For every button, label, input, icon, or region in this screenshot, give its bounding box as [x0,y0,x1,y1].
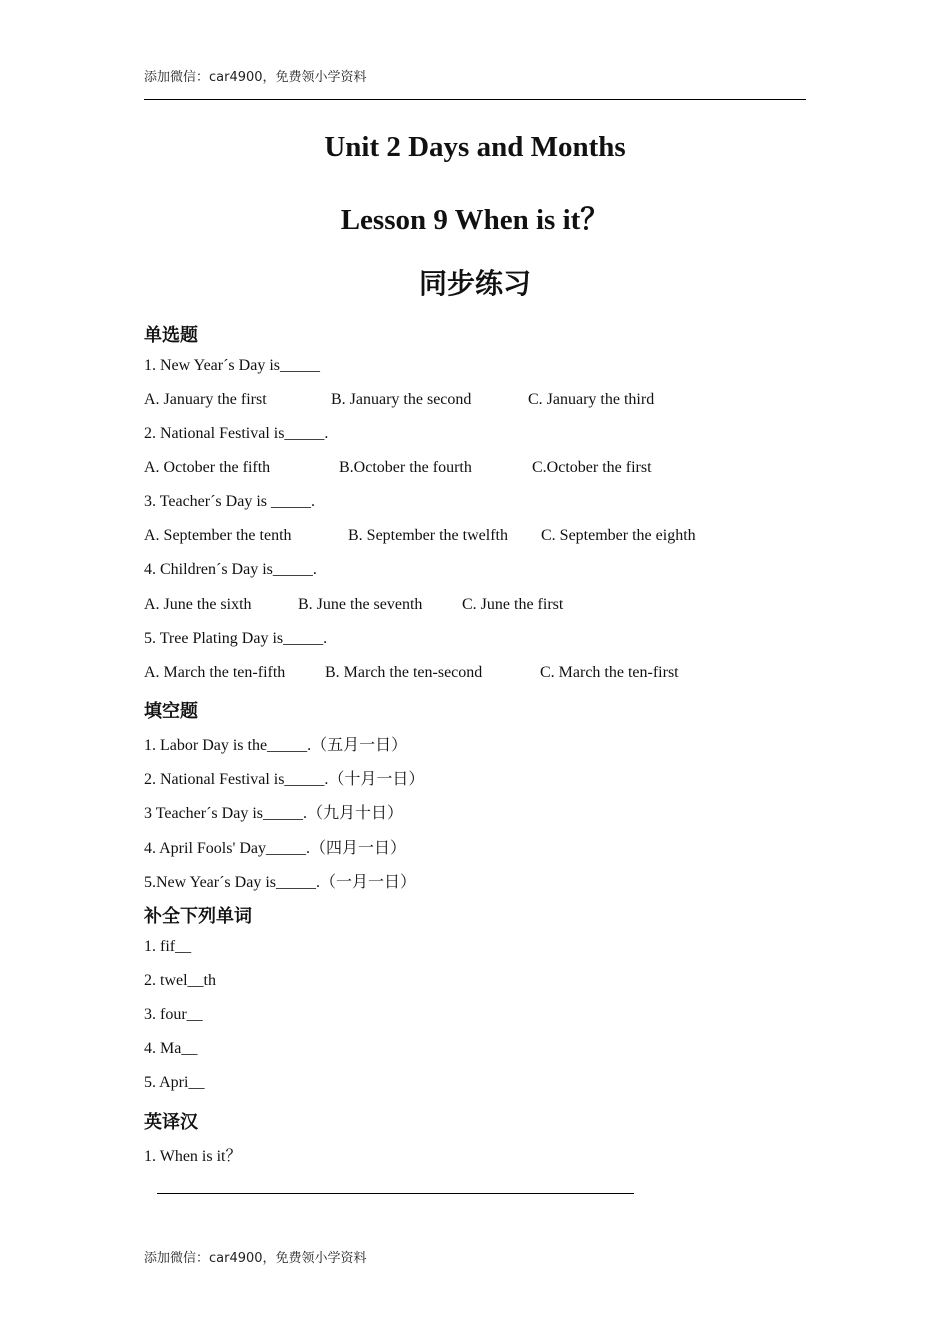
mc-question-4: 4. Children´s Day is_____. [144,561,317,578]
fill-heading: 填空题 [144,701,198,722]
mc-option-2c: C.October the first [532,459,652,476]
footer-watermark: 添加微信：car4900，免费领小学资料 [144,1251,367,1266]
mc-question-2: 2. National Festival is_____. [144,425,329,442]
complete-item-4: 4. Ma__ [144,1040,198,1057]
complete-item-2: 2. twel__th [144,972,216,989]
lesson-title: Lesson 9 When is it？ [340,204,610,236]
translate-item-1: 1. When is it？ [144,1148,242,1165]
complete-item-5: 5. Apri__ [144,1074,205,1091]
mc-option-2a: A. October the fifth [144,459,271,476]
mc-option-5c: C. March the ten-first [540,664,679,681]
mc-option-3a: A. September the tenth [144,527,292,544]
mc-option-5b: B. March the ten-second [325,664,483,681]
mc-option-4c: C. June the first [462,596,564,613]
mc-option-3c: C. September the eighth [541,527,696,544]
answer-line [157,1193,634,1194]
mc-option-4b: B. June the seventh [298,596,423,613]
translate-heading: 英译汉 [144,1112,198,1133]
fill-item-1: 1. Labor Day is the_____.（五月一日） [144,737,408,754]
mc-option-3b: B. September the twelfth [348,527,508,544]
fill-item-4: 4. April Fools' Day_____.（四月一日） [144,840,407,857]
complete-item-1: 1. fif__ [144,938,192,955]
mc-question-3: 3. Teacher´s Day is _____. [144,493,315,510]
mc-option-5a: A. March the ten-fifth [144,664,286,681]
mc-option-1c: C. January the third [528,391,655,408]
unit-title: Unit 2 Days and Months [324,131,626,163]
complete-heading: 补全下列单词 [144,906,252,927]
mc-question-1: 1. New Year´s Day is_____ [144,357,320,374]
mc-heading: 单选题 [144,325,198,346]
mc-option-2b: B.October the fourth [339,459,472,476]
mc-option-1b: B. January the second [331,391,472,408]
header-divider [144,99,806,100]
complete-item-3: 3. four__ [144,1006,203,1023]
mc-option-4a: A. June the sixth [144,596,252,613]
fill-item-5: 5.New Year´s Day is_____.（一月一日） [144,874,416,891]
header-watermark: 添加微信：car4900，免费领小学资料 [144,70,367,85]
fill-item-3: 3 Teacher´s Day is_____.（九月十日） [144,805,403,822]
mc-option-1a: A. January the first [144,391,267,408]
fill-item-2: 2. National Festival is_____.（十月一日） [144,771,425,788]
page-subtitle: 同步练习 [418,267,531,300]
mc-question-5: 5. Tree Plating Day is_____. [144,630,328,647]
